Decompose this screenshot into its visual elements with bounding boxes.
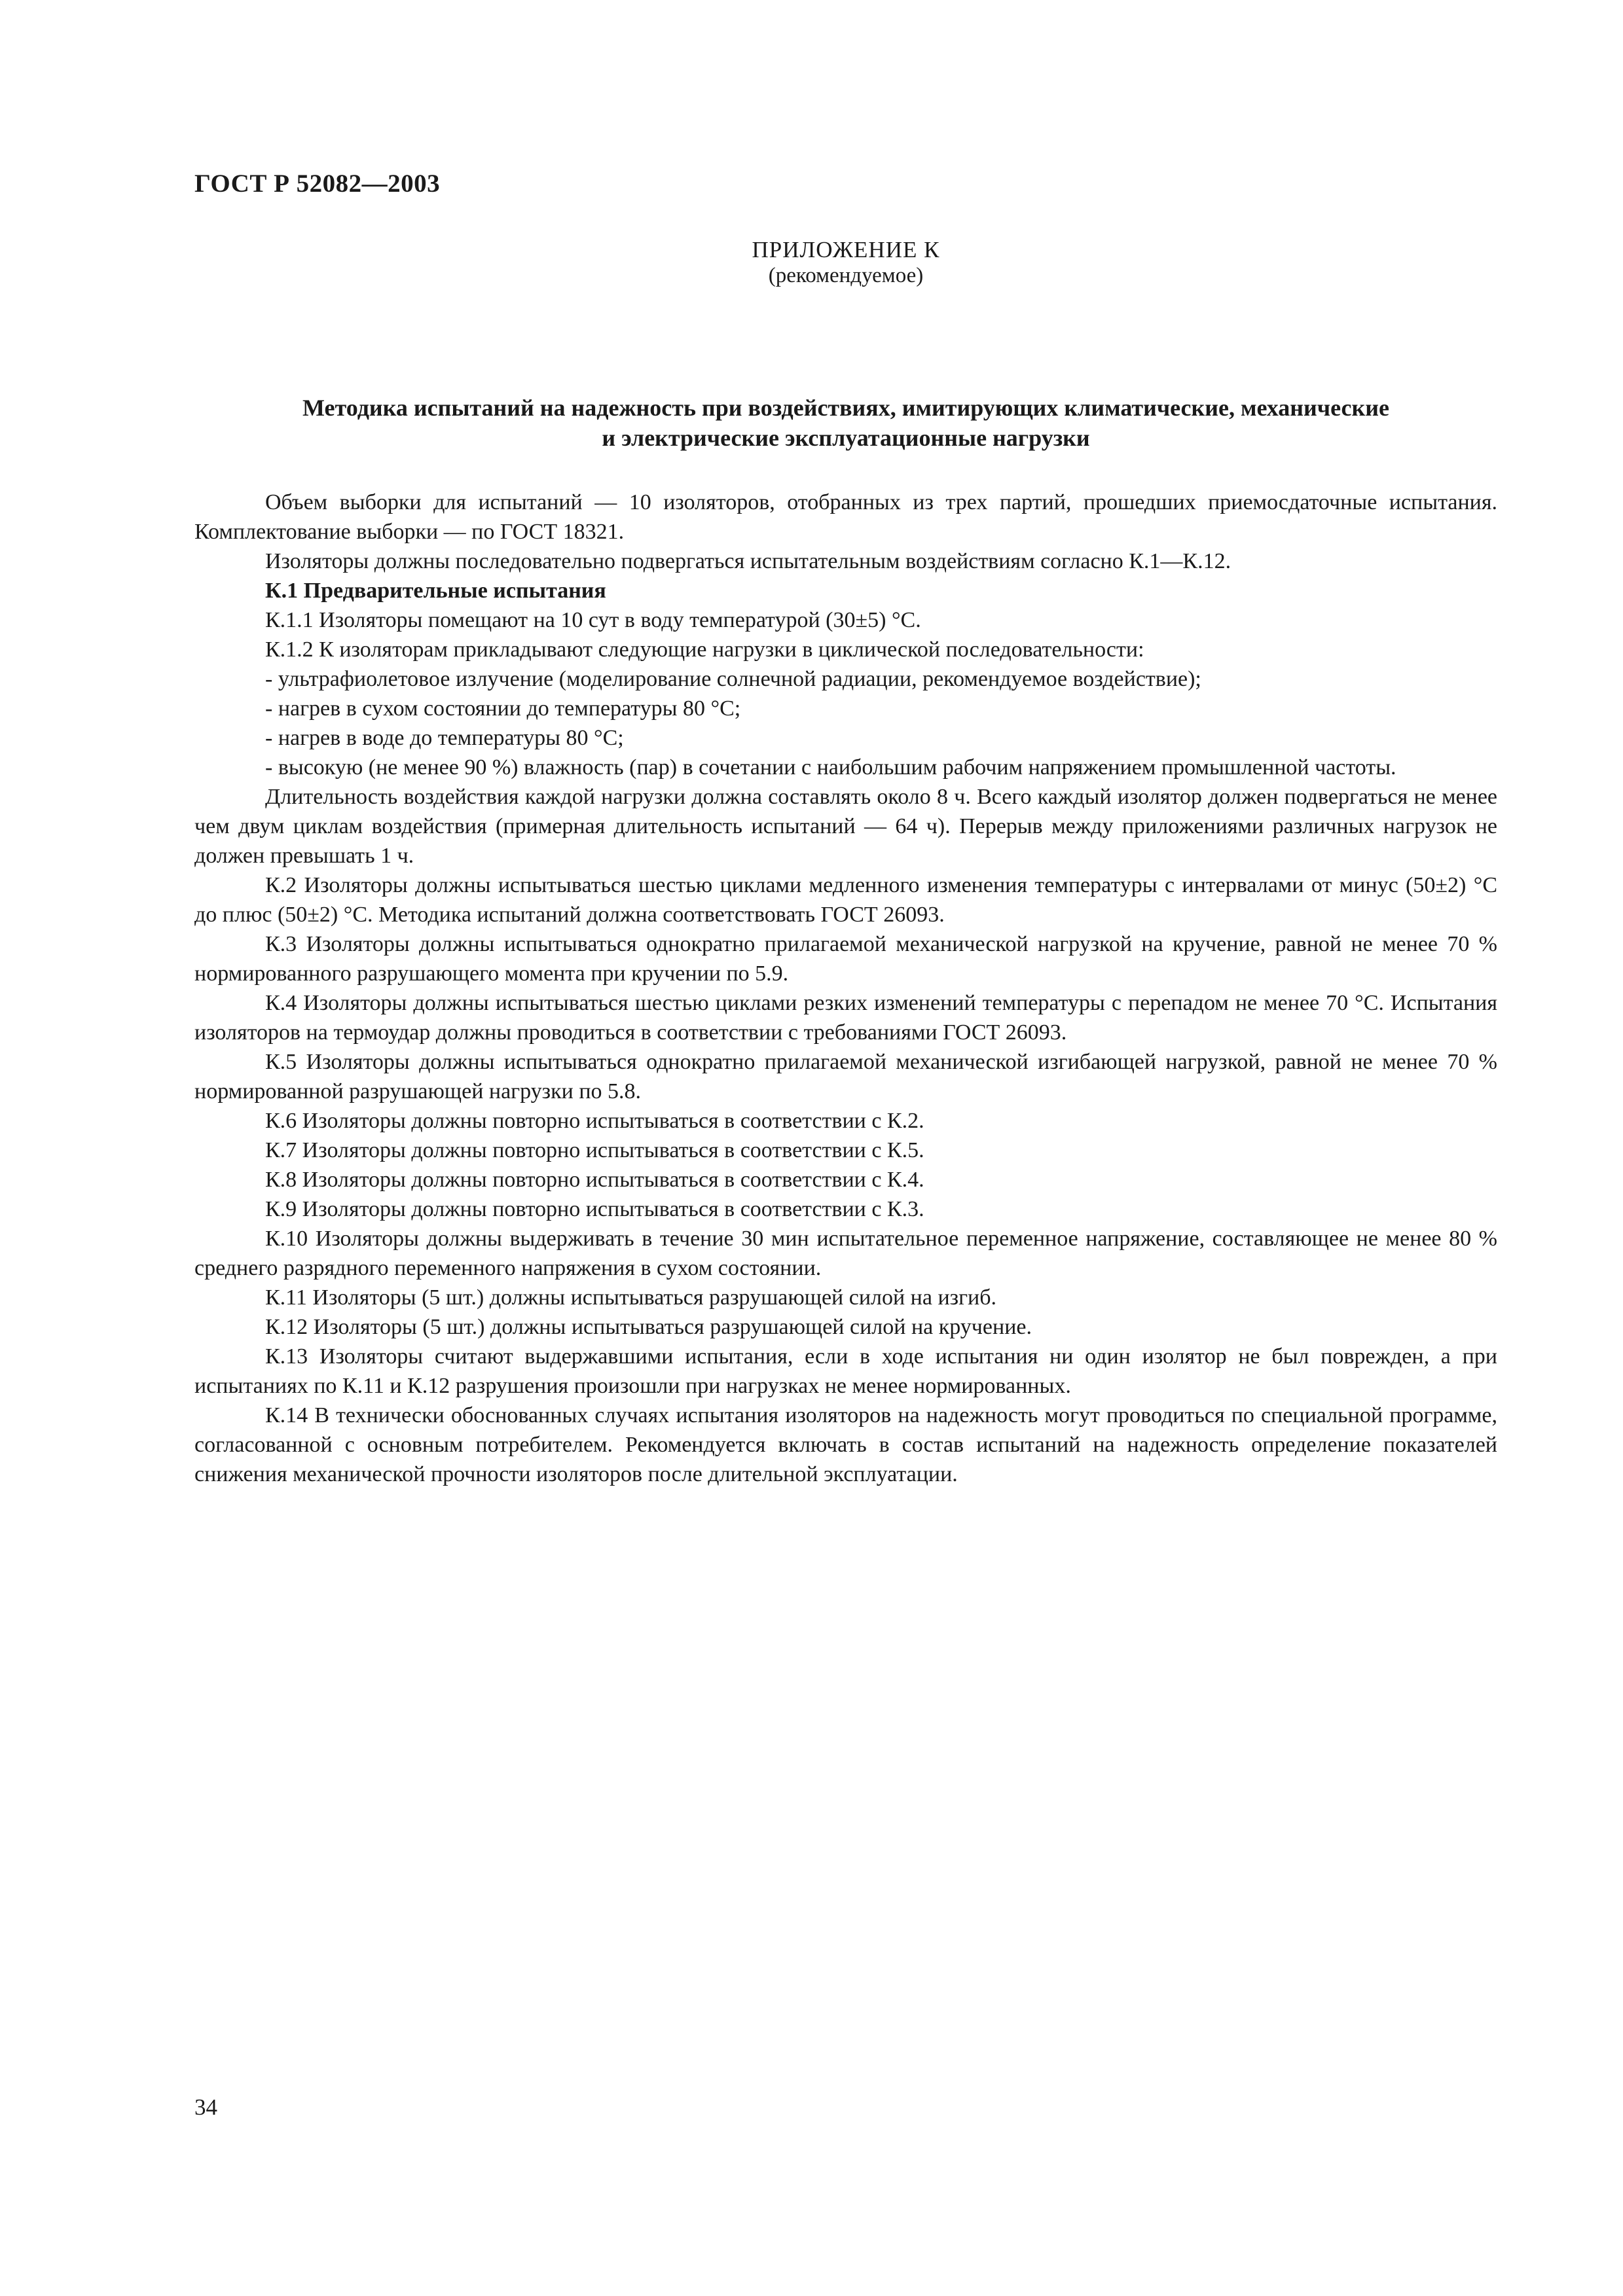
list-item: - высокую (не менее 90 %) влажность (пар) в сочетании с наибольшим рабочим напряжением промышленной частоты. (265, 755, 1396, 780)
page-number: 34 (194, 2094, 217, 2120)
paragraph: Длительность воздействия каждой нагрузки должна составлять около 8 ч. Всего каждый изолятор должен подвергаться не менее чем двум циклам воздействия (примерная длительность испытаний — 64 ч). Перерыв между приложениями различных нагрузок не должен превышать 1 ч. (194, 785, 1497, 868)
section-title-line-1: Методика испытаний на надежность при воздействиях, имитирующих климатические, механические (302, 395, 1389, 421)
paragraph: К.8 Изоляторы должны повторно испытываться в соответствии с К.4. (265, 1168, 924, 1192)
paragraph: К.9 Изоляторы должны повторно испытываться в соответствии с К.3. (265, 1197, 924, 1221)
paragraph: К.5 Изоляторы должны испытываться однократно прилагаемой механической изгибающей нагрузкой, равной не менее 70 % нормированной разрушающей нагрузки по 5.8. (194, 1050, 1497, 1103)
paragraph: К.11 Изоляторы (5 шт.) должны испытываться разрушающей силой на изгиб. (265, 1285, 997, 1310)
paragraph: К.13 Изоляторы считают выдержавшими испытания, если в ходе испытания ни один изолятор не был поврежден, а при испытаниях по К.11 и К.12 разрушения произошли при нагрузках не менее нормированных. (194, 1344, 1497, 1398)
paragraph: К.1.2 К изоляторам прикладывают следующие нагрузки в циклической последовательности: (265, 637, 1144, 662)
list-item: - ультрафиолетовое излучение (моделирование солнечной радиации, рекомендуемое воздействие); (265, 667, 1201, 691)
paragraph: К.3 Изоляторы должны испытываться однократно прилагаемой механической нагрузкой на кручение, равной не менее 70 % нормированного разрушающего момента при кручении по 5.9. (194, 932, 1497, 986)
paragraph: К.14 В технически обоснованных случаях испытания изоляторов на надежность могут проводиться по специальной программе, согласованной с основным потребителем. Рекомендуется включать в состав испытаний на надежность определение показателей снижения механической прочности изоляторов после длительной эксплуатации. (194, 1403, 1497, 1486)
paragraph: К.12 Изоляторы (5 шт.) должны испытываться разрушающей силой на кручение. (265, 1315, 1032, 1339)
paragraph: К.1.1 Изоляторы помещают на 10 сут в воду температурой (30±5) °С. (265, 608, 921, 632)
paragraph: Изоляторы должны последовательно подвергаться испытательным воздействиям согласно К.1—К.12. (265, 549, 1231, 573)
paragraph: Объем выборки для испытаний — 10 изоляторов, отобранных из трех партий, прошедших приемосдаточные испытания. Комплектование выборки — по ГОСТ 18321. (194, 490, 1497, 544)
appendix-title: ПРИЛОЖЕНИЕ К (752, 237, 940, 262)
document-body (194, 488, 1497, 1489)
list-item: - нагрев в сухом состоянии до температуры 80 °С; (265, 696, 741, 721)
paragraph: К.10 Изоляторы должны выдерживать в течение 30 мин испытательное переменное напряжение, составляющее не менее 80 % среднего разрядного переменного напряжения в сухом состоянии. (194, 1227, 1497, 1280)
standard-code: ГОСТ Р 52082—2003 (194, 170, 441, 198)
paragraph: К.6 Изоляторы должны повторно испытываться в соответствии с К.2. (265, 1109, 924, 1133)
section-title-line-2: и электрические эксплуатационные нагрузки (602, 425, 1090, 451)
appendix-subtitle: (рекомендуемое) (768, 264, 924, 287)
list-item: - нагрев в воде до температуры 80 °С; (265, 726, 624, 750)
subsection-heading: К.1 Предварительные испытания (265, 579, 606, 603)
paragraph: К.4 Изоляторы должны испытываться шестью циклами резких изменений температуры с перепадом не менее 70 °С. Испытания изоляторов на термоудар должны проводиться в соответствии с требованиями ГОСТ 26093. (194, 991, 1497, 1045)
paragraph: К.7 Изоляторы должны повторно испытываться в соответствии с К.5. (265, 1138, 924, 1162)
paragraph: К.2 Изоляторы должны испытываться шестью циклами медленного изменения температуры с интервалами от минус (50±2) °С до плюс (50±2) °С. Методика испытаний должна соответствовать ГОСТ 26093. (194, 873, 1497, 927)
section-title (194, 393, 1497, 453)
